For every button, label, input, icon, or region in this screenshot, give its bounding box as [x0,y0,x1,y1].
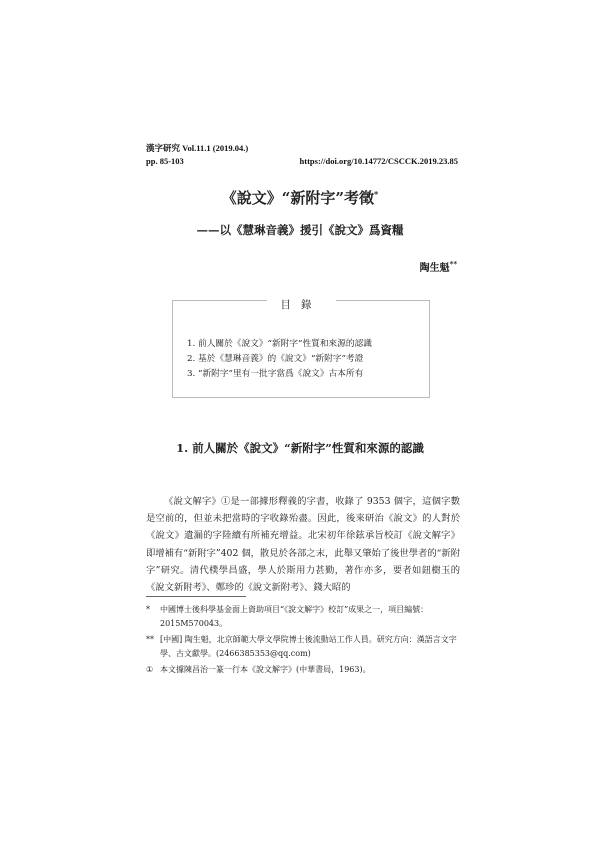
footnote-text: 中國博士後科學基金面上資助項目“《說文解字》校訂”成果之一，項目編號：2015M570043。 [160,605,429,628]
footnote-2 [146,633,460,661]
journal-header: 漢字研究 Vol.11.1 (2019.04.) [146,143,249,153]
footnotes [146,603,460,677]
table-of-contents [172,300,430,398]
author [420,259,457,274]
page-range: pp. 85-103 [146,156,184,166]
toc-item-1: 1. 前人關於《說文》“新附字”性質和來源的認識 [187,339,372,349]
footnote-text: [中國] 陶生魁，北京師範大學文學院博士後流動站工作人員。研究方向：漢語言文字學、古文獻學。(2466385353@qq.com) [160,635,457,658]
body-text [146,493,460,596]
toc-heading-wrap [173,293,429,312]
body-paragraph: 《說文解字》①是一部據形釋義的字書，收錄了 9353 個字，這個字數是空前的，但並未把當時的字收錄殆盡。因此，後來研治《說文》的人對於《說文》遺漏的字陸續有所補充增益。北宋初年徐鉉承旨校訂《說文解字》即增補有“新附字”402 個，散見於各部之末，此舉又肇始了後世學者的“新附字”研究。清代樸學昌盛，學人於斯用力甚勤，著作亦多，要者如鈕樹玉的《說文新附考》、鄭珍的《說文新附考》、錢大昭的 [146,496,460,594]
article-subtitle: ——以《慧琳音義》援引《說文》爲資糧 [196,223,404,237]
footnote-3 [146,663,460,677]
footnote-mark: * [146,605,150,614]
toc-item-3: 3. “新附字”里有一批字當爲《說文》古本所有 [187,369,364,379]
title-footnote-mark: * [374,189,379,199]
footnote-1 [146,603,460,631]
title-text: 《說文》“新附字”考徵 [221,189,375,207]
author-footnote-mark: ** [449,259,457,269]
article-title [0,187,600,208]
footnote-divider [146,596,246,597]
section-heading: 1. 前人關於《說文》“新附字”性質和來源的認識 [176,441,424,455]
footnote-mark: ① [146,665,154,674]
toc-list [187,337,372,382]
toc-item-2: 2. 基於《慧琳音義》的《說文》“新附字”考證 [187,354,364,364]
author-name: 陶生魁 [419,263,450,274]
footnote-mark: ** [146,635,154,644]
doi-link[interactable]: https://doi.org/10.14772/CSCCK.2019.23.85 [299,156,458,166]
toc-heading: 目錄 [267,299,336,311]
footnote-text: 本文據陳昌治一篆一行本《說文解字》(中華書局，1963)。 [160,665,371,674]
